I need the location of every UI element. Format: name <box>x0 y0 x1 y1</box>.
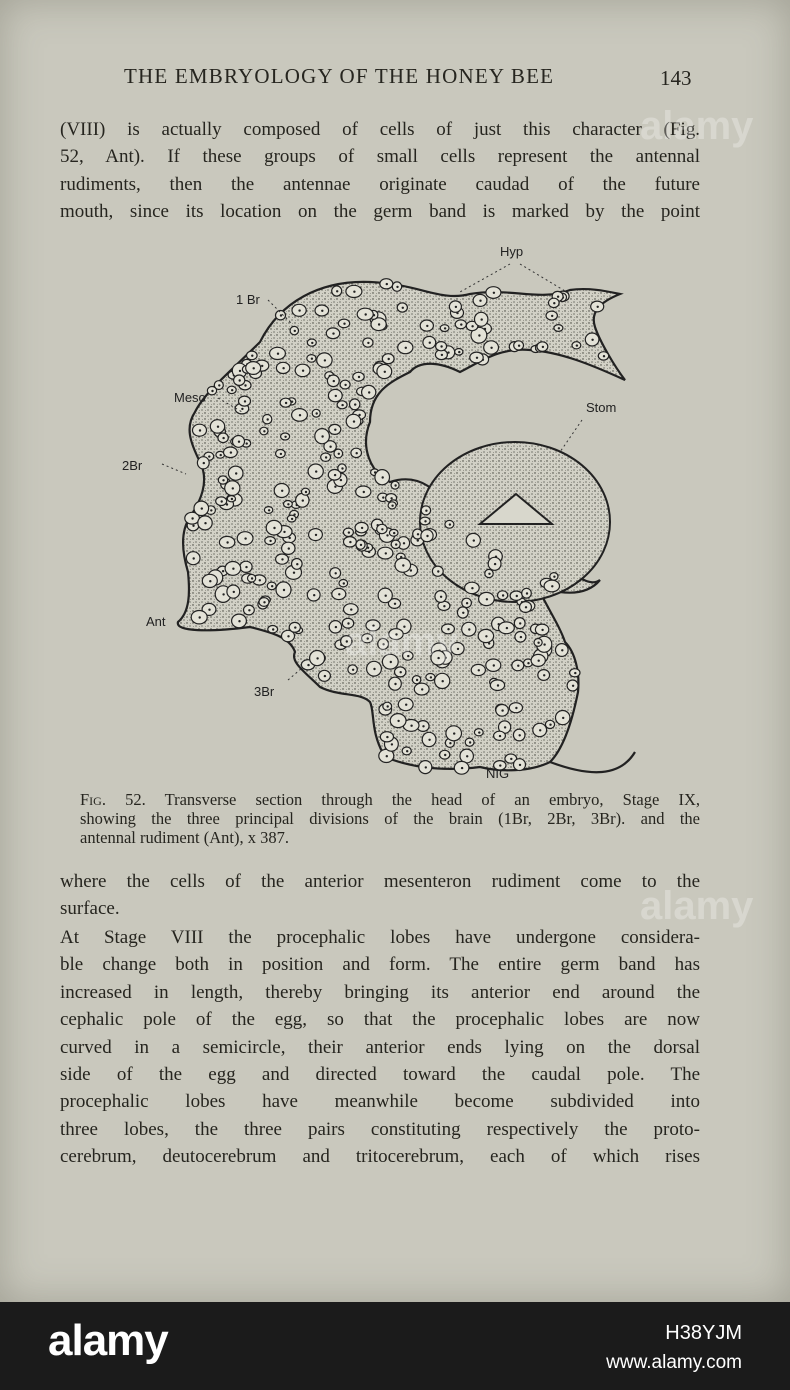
cell-nucleus <box>222 570 224 572</box>
cell-nucleus <box>519 734 521 736</box>
cell-nucleus <box>517 665 519 667</box>
cell-nucleus <box>209 580 211 582</box>
cell-nucleus <box>381 528 383 530</box>
cell-nucleus <box>307 664 309 666</box>
cell-nucleus <box>241 408 243 410</box>
cell-nucleus <box>343 582 345 584</box>
cell-nucleus <box>344 384 346 386</box>
text-line: 52, Ant). If these groups of small cells represent the antennal <box>60 146 700 168</box>
image-id: H38YJM <box>665 1322 742 1344</box>
cell-nucleus <box>230 451 232 453</box>
cell-nucleus <box>238 620 240 622</box>
watermark: alamy <box>640 104 754 148</box>
cell-nucleus <box>382 496 384 498</box>
cell-nucleus <box>386 283 388 285</box>
cell-nucleus <box>358 376 360 378</box>
text-line: surface. <box>60 898 120 920</box>
text-line: At Stage VIII the procephalic lobes have undergone considera- <box>60 927 700 948</box>
cell-nucleus <box>336 290 338 292</box>
cell-nucleus <box>386 736 388 738</box>
cell-nucleus <box>469 741 471 743</box>
cell-nucleus <box>551 585 553 587</box>
label-ant: Ant <box>146 614 166 629</box>
cell-nucleus <box>280 453 282 455</box>
cell-nucleus <box>549 724 551 726</box>
cell-nucleus <box>437 570 439 572</box>
site-url: www.alamy.com <box>606 1352 742 1373</box>
cell-nucleus <box>440 345 442 347</box>
cell-nucleus <box>222 437 224 439</box>
figure-52 <box>120 232 660 792</box>
cell-nucleus <box>440 596 442 598</box>
cell-nucleus <box>562 717 564 719</box>
cell-nucleus <box>338 453 340 455</box>
cell-nucleus <box>444 327 446 329</box>
cell-nucleus <box>192 525 194 527</box>
label-1br: 1 Br <box>236 292 260 307</box>
cell-nucleus <box>410 725 412 727</box>
cell-nucleus <box>305 491 307 493</box>
cell-nucleus <box>471 325 473 327</box>
cell-nucleus <box>208 455 210 457</box>
cell-nucleus <box>253 367 255 369</box>
cell-nucleus <box>473 539 475 541</box>
cell-nucleus <box>429 342 431 344</box>
cell-nucleus <box>335 626 337 628</box>
cell-nucleus <box>461 767 463 769</box>
cell-nucleus <box>203 462 205 464</box>
cell-nucleus <box>251 577 253 579</box>
cell-nucleus <box>244 384 246 386</box>
cell-nucleus <box>280 314 282 316</box>
cell-nucleus <box>294 330 296 332</box>
paragraph-1 <box>60 116 700 226</box>
cell-nucleus <box>393 532 395 534</box>
cell-nucleus <box>394 603 396 605</box>
cell-nucleus <box>291 518 293 520</box>
cell-nucleus <box>543 643 545 645</box>
cell-nucleus <box>298 309 300 311</box>
cell-nucleus <box>603 355 605 357</box>
cell-nucleus <box>396 286 398 288</box>
cell-nucleus <box>263 601 265 603</box>
cell-nucleus <box>311 342 313 344</box>
cell-nucleus <box>395 543 397 545</box>
text-line: cephalic pole of the egg, so that the procephalic lobes are now <box>60 1009 700 1031</box>
figure-label: Fig. 52. <box>80 790 146 809</box>
text-line: curved in a semicircle, their anterior ends lying on the dorsal <box>60 1036 700 1058</box>
cell-nucleus <box>424 520 426 522</box>
cell-nucleus <box>245 566 247 568</box>
cell-nucleus <box>479 300 481 302</box>
cell-nucleus <box>273 527 275 529</box>
cell-nucleus <box>444 754 446 756</box>
cell-nucleus <box>365 313 367 315</box>
cell-nucleus <box>338 593 340 595</box>
cell-nucleus <box>360 544 362 546</box>
cell-nucleus <box>251 355 253 357</box>
cell-nucleus <box>462 612 464 614</box>
cell-nucleus <box>516 595 518 597</box>
cell-nucleus <box>268 509 270 511</box>
cell-nucleus <box>468 628 470 630</box>
cell-nucleus <box>397 720 399 722</box>
cell-nucleus <box>325 456 327 458</box>
cell-nucleus <box>410 569 412 571</box>
cell-nucleus <box>591 339 593 341</box>
cell-nucleus <box>466 602 468 604</box>
cell-nucleus <box>597 306 599 308</box>
cell-nucleus <box>388 358 390 360</box>
caption-line <box>80 790 700 809</box>
caption-line: antennal rudiment (Ant), x 387. <box>80 828 289 847</box>
cell-nucleus <box>541 629 543 631</box>
cell-nucleus <box>387 705 389 707</box>
cell-nucleus <box>244 537 246 539</box>
label-hyp: Hyp <box>500 244 524 259</box>
cell-nucleus <box>405 347 407 349</box>
cell-nucleus <box>287 635 289 637</box>
cell-nucleus <box>367 342 369 344</box>
cell-nucleus <box>287 503 289 505</box>
cell-nucleus <box>449 523 451 525</box>
cell-nucleus <box>210 509 212 511</box>
cell-nucleus <box>341 404 343 406</box>
cell-nucleus <box>334 429 336 431</box>
cell-nucleus <box>299 414 301 416</box>
cell-nucleus <box>373 668 375 670</box>
cell-nucleus <box>490 347 492 349</box>
cell-nucleus <box>406 750 408 752</box>
cell-nucleus <box>302 370 304 372</box>
watermark: alamy <box>640 884 754 928</box>
cell-nucleus <box>282 367 284 369</box>
cell-nucleus <box>425 510 427 512</box>
cell-nucleus <box>226 541 228 543</box>
cell-nucleus <box>501 709 503 711</box>
cell-nucleus <box>311 358 313 360</box>
cell-nucleus <box>321 435 323 437</box>
cell-nucleus <box>334 486 336 488</box>
cell-nucleus <box>493 292 495 294</box>
cell-nucleus <box>558 327 560 329</box>
cell-nucleus <box>271 585 273 587</box>
label-stom: Stom <box>586 400 617 415</box>
cell-nucleus <box>515 707 517 709</box>
cell-nucleus <box>361 527 363 529</box>
cell-nucleus <box>321 310 323 312</box>
cell-nucleus <box>353 420 355 422</box>
cell-nucleus <box>551 315 553 317</box>
cell-nucleus <box>201 507 203 509</box>
cell-nucleus <box>378 323 380 325</box>
cell-nucleus <box>232 487 234 489</box>
paragraph-3 <box>60 924 700 1171</box>
text-line: rudiments, then the antennae originate caudad of the future <box>60 173 700 195</box>
cell-nucleus <box>324 675 326 677</box>
cell-nucleus <box>281 490 283 492</box>
cell-nucleus <box>239 370 241 372</box>
cell-nucleus <box>471 587 473 589</box>
cell-nucleus <box>335 572 337 574</box>
cell-nucleus <box>285 402 287 404</box>
cell-nucleus <box>353 291 355 293</box>
cell-nucleus <box>417 539 419 541</box>
cell-nucleus <box>403 542 405 544</box>
cell-nucleus <box>537 642 539 644</box>
cell-nucleus <box>539 729 541 731</box>
cell-nucleus <box>384 371 386 373</box>
cell-nucleus <box>502 594 504 596</box>
cell-nucleus <box>335 395 337 397</box>
label-nig: NIG <box>486 766 510 781</box>
text-line: procephalic lobes have meanwhile become subdivided into <box>60 1091 700 1113</box>
cell-nucleus <box>283 531 285 533</box>
cell-nucleus <box>281 558 283 560</box>
cell-nucleus <box>485 635 487 637</box>
cell-nucleus <box>316 657 318 659</box>
cell-nucleus <box>354 403 356 405</box>
cell-nucleus <box>553 302 555 304</box>
cell-nucleus <box>363 491 365 493</box>
cell-nucleus <box>422 725 424 727</box>
cell-nucleus <box>324 359 326 361</box>
running-title: THE EMBRYOLOGY OF THE HONEY BEE <box>124 64 555 88</box>
cell-nucleus <box>284 436 286 438</box>
cell-nucleus <box>267 418 269 420</box>
cell-nucleus <box>519 764 521 766</box>
cell-nucleus <box>233 591 235 593</box>
cell-nucleus <box>343 323 345 325</box>
cell-nucleus <box>220 454 222 456</box>
cell-nucleus <box>329 446 331 448</box>
cell-nucleus <box>426 325 428 327</box>
cell-nucleus <box>527 662 529 664</box>
cell-nucleus <box>557 296 559 298</box>
text-line: side of the egg and directed toward the caudal pole. The <box>60 1064 700 1086</box>
cell-nucleus <box>263 430 265 432</box>
cell-nucleus <box>542 346 544 348</box>
cell-nucleus <box>574 672 576 674</box>
cell-nucleus <box>442 680 444 682</box>
cell-nucleus <box>232 568 234 570</box>
cell-nucleus <box>538 660 540 662</box>
cell-nucleus <box>402 564 404 566</box>
text-line: (VIII) is actually composed of cells of just this character (Fig. <box>60 119 700 140</box>
cell-nucleus <box>316 412 318 414</box>
paragraph-2 <box>60 868 700 923</box>
cell-nucleus <box>239 379 241 381</box>
cell-nucleus <box>368 391 370 393</box>
footer-bar <box>0 1302 790 1390</box>
alamy-logo: alamy <box>48 1316 168 1365</box>
cell-nucleus <box>340 479 342 481</box>
cell-nucleus <box>400 671 402 673</box>
cell-nucleus <box>350 608 352 610</box>
text-line: three lobes, the three pairs constituting respectively the proto- <box>60 1118 700 1140</box>
text-line: ble change both in position and form. The entire germ band has <box>60 954 700 976</box>
cell-nucleus <box>217 426 219 428</box>
label-3br: 3Br <box>254 684 275 699</box>
cell-nucleus <box>425 766 427 768</box>
cell-nucleus <box>382 476 384 478</box>
cell-nucleus <box>238 441 240 443</box>
cell-nucleus <box>449 742 451 744</box>
label-meso: Meso <box>174 390 206 405</box>
ventral-tail <box>550 752 635 772</box>
cell-nucleus <box>426 535 428 537</box>
cell-nucleus <box>510 758 512 760</box>
cell-nucleus <box>193 557 195 559</box>
cell-nucleus <box>499 735 501 737</box>
cell-nucleus <box>391 743 393 745</box>
cell-nucleus <box>390 497 392 499</box>
cell-nucleus <box>288 547 290 549</box>
cell-nucleus <box>315 534 317 536</box>
cell-nucleus <box>385 595 387 597</box>
cell-nucleus <box>561 649 563 651</box>
cell-nucleus <box>386 534 388 536</box>
cell-nucleus <box>352 669 354 671</box>
cell-nucleus <box>421 688 423 690</box>
cell-nucleus <box>416 679 418 681</box>
figure-caption <box>80 790 700 847</box>
cell-nucleus <box>519 622 521 624</box>
text-line: increased in length, thereby bringing its anterior end around the <box>60 981 700 1003</box>
cell-nucleus <box>458 351 460 353</box>
cell-nucleus <box>269 540 271 542</box>
cell-nucleus <box>235 472 237 474</box>
cell-nucleus <box>272 628 274 630</box>
cell-nucleus <box>341 467 343 469</box>
cell-nucleus <box>486 598 488 600</box>
cell-nucleus <box>231 389 233 391</box>
cell-nucleus <box>576 344 578 346</box>
cell-nucleus <box>553 576 555 578</box>
cell-nucleus <box>497 684 499 686</box>
cell-nucleus <box>333 380 335 382</box>
caption-line: showing the three principal divisions of the brain (1Br, 2Br, 3Br). and the <box>80 809 700 828</box>
cell-nucleus <box>356 452 358 454</box>
cell-nucleus <box>348 531 350 533</box>
cell-nucleus <box>460 323 462 325</box>
label-2br: 2Br <box>122 458 143 473</box>
cell-nucleus <box>518 345 520 347</box>
cell-nucleus <box>218 384 220 386</box>
cell-nucleus <box>332 332 334 334</box>
cell-nucleus <box>402 307 404 309</box>
cell-nucleus <box>478 669 480 671</box>
cell-nucleus <box>289 537 291 539</box>
caption-text: Transverse section through the head of an embryo, Stage IX, <box>164 790 701 809</box>
text-line: where the cells of the anterior mesenteron rudiment come to the <box>60 871 700 892</box>
cell-nucleus <box>394 683 396 685</box>
cell-nucleus <box>386 755 388 757</box>
cell-nucleus <box>526 592 528 594</box>
cell-nucleus <box>334 474 336 476</box>
cell-nucleus <box>455 306 457 308</box>
cell-nucleus <box>506 627 508 629</box>
cell-nucleus <box>466 755 468 757</box>
cell-nucleus <box>405 704 407 706</box>
cell-nucleus <box>525 606 527 608</box>
cell-nucleus <box>204 522 206 524</box>
cell-nucleus <box>543 674 545 676</box>
cell-nucleus <box>443 605 445 607</box>
cell-nucleus <box>428 739 430 741</box>
cell-nucleus <box>315 470 317 472</box>
cell-nucleus <box>231 498 233 500</box>
page-number: 143 <box>660 66 692 90</box>
cell-nucleus <box>277 353 279 355</box>
cell-nucleus <box>293 572 295 574</box>
running-head <box>0 64 790 94</box>
cell-nucleus <box>394 484 396 486</box>
text-line: mouth, since its location on the germ band is marked by the point <box>60 201 700 223</box>
cell-nucleus <box>248 609 250 611</box>
cell-nucleus <box>222 479 224 481</box>
cell-nucleus <box>244 400 246 402</box>
cell-nucleus <box>504 726 506 728</box>
cell-nucleus <box>246 442 248 444</box>
cell-nucleus <box>222 593 224 595</box>
cell-nucleus <box>191 517 193 519</box>
cell-nucleus <box>208 609 210 611</box>
cell-nucleus <box>417 533 419 535</box>
cell-nucleus <box>283 589 285 591</box>
cell-nucleus <box>441 354 443 356</box>
cell-nucleus <box>199 429 201 431</box>
embryo-section-illustration <box>120 232 660 792</box>
cell-nucleus <box>221 500 223 502</box>
cell-nucleus <box>481 318 483 320</box>
cell-nucleus <box>478 334 480 336</box>
cell-nucleus <box>211 390 213 392</box>
cell-nucleus <box>572 685 574 687</box>
cell-nucleus <box>385 552 387 554</box>
cell-nucleus <box>520 636 522 638</box>
cell-nucleus <box>294 626 296 628</box>
cell-nucleus <box>313 594 315 596</box>
cell-nucleus <box>302 499 304 501</box>
cell-nucleus <box>476 357 478 359</box>
cell-nucleus <box>494 563 496 565</box>
text-line: cerebrum, deutocerebrum and tritocerebrum, each of which rises <box>60 1146 700 1168</box>
cell-nucleus <box>391 505 393 507</box>
cell-nucleus <box>478 731 480 733</box>
cell-nucleus <box>430 676 432 678</box>
cell-nucleus <box>349 541 351 543</box>
cell-nucleus <box>199 616 201 618</box>
watermark: alamy <box>345 620 459 664</box>
cell-nucleus <box>493 664 495 666</box>
cell-nucleus <box>488 573 490 575</box>
cell-nucleus <box>296 563 298 565</box>
cell-nucleus <box>261 365 263 367</box>
cell-nucleus <box>259 579 261 581</box>
cell-nucleus <box>453 732 455 734</box>
